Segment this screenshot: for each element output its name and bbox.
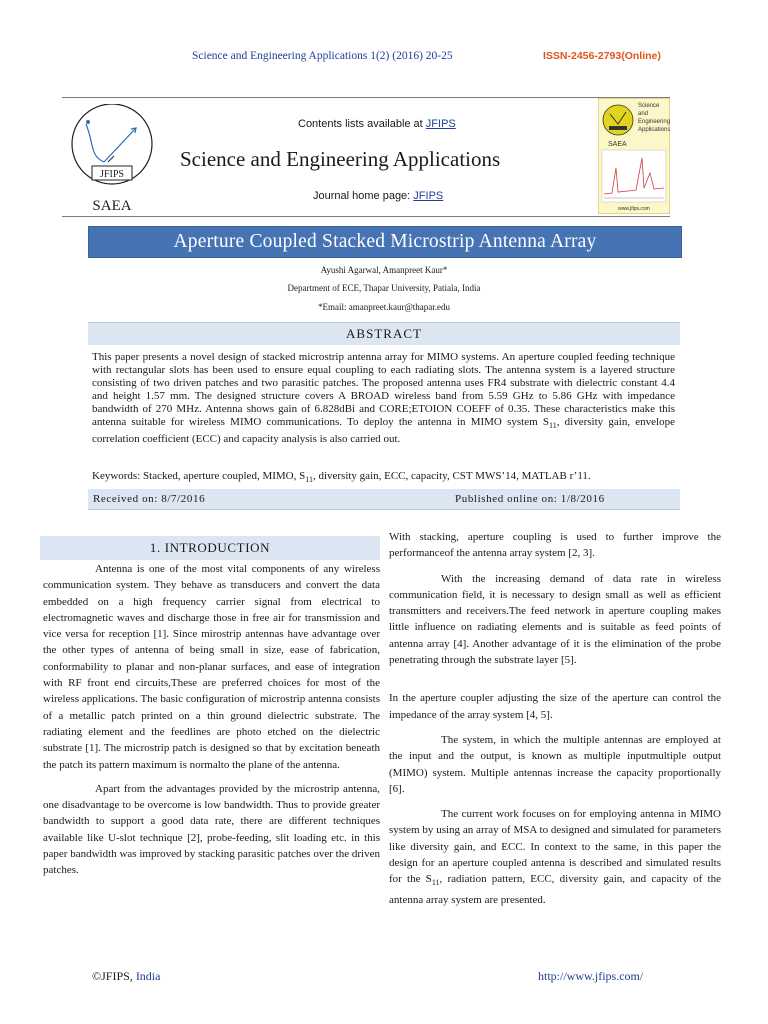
intro-paragraph-2: Apart from the advantages provided by the microstrip antenna, one disadvantage to be overcome is low bandwidth. Thus to provide greater bandwidth to support a good data rate, there are different techniques available like U-slot technique [2], probe-feeding, slit loading etc. in this paper bandwidth was improved by stacking parasitic patches over the driven patches. bbox=[43, 782, 380, 877]
keywords: Keywords: Stacked, aperture coupled, MIMO, $S_{11}$, diversity gain, ECC, capacity, CST MWS’14, MATLAB r’11. bbox=[92, 470, 591, 485]
homepage-jfips-link[interactable]: JFIPS bbox=[413, 190, 444, 202]
contents-jfips-link[interactable]: JFIPS bbox=[425, 118, 456, 130]
authors: Ayushi Agarwal, Amanpreet Kaur* bbox=[320, 265, 448, 275]
right-logo-caption: SAEA bbox=[608, 141, 627, 148]
right-logo-url: www.jfips.com bbox=[618, 206, 650, 212]
abstract-heading: ABSTRACT bbox=[88, 322, 680, 345]
footer-country: India bbox=[135, 969, 161, 983]
received-date: Received on: 8/7/2016 bbox=[93, 493, 206, 505]
intro-paragraph-1: Antenna is one of the most vital components of any wireless communication system. They behave as transducers and convert the data embedded on a high frequency carrier signal from electrical to electromagnetic waves and discharge those in free air for transmission and vice versa for reception [1]. Since mirostrip antennas have advantage over the other types of antenna of being small in size, ease of fabrication, conformability to planar and non-planar surfaces, and ease of integration with RF front end circuits,These are preferred choices for most of the wireless applications. The basic configuration of microstrip antenna consists of a metallic patch printed on a thin ground dielectric substrate. The radiating element and the feedlines are photo etched on the dielectric substrate [1]. The microstrip patch is designed so that by excitation beneath the patch its pattern maximum is normalto the plane of the antenna. bbox=[43, 563, 380, 771]
jfips-logo-icon bbox=[64, 104, 160, 212]
intro-paragraph-7: The current work focuses on for employing antenna in MIMO system by using an array of MSA to designed and simulated for parameters like diversity gain, and ECC. In context to the same, in this paper the design for an aperture coupled antenna is described and simulated results for the $S_{11}$, radiation pattern, ECC, diversity gain, and capacity of the antenna array system are presented. bbox=[389, 808, 721, 906]
homepage-prefix: Journal home page: bbox=[313, 190, 414, 202]
published-date: Published online on: 1/8/2016 bbox=[455, 493, 605, 505]
intro-paragraph-3: With stacking, aperture coupling is used to further improve the performanceof the antenna array system [2, 3]. bbox=[389, 531, 721, 560]
right-column bbox=[389, 529, 721, 917]
dates-bar bbox=[88, 489, 680, 510]
introduction-heading: 1. INTRODUCTION bbox=[40, 536, 380, 560]
right-logo-line-1: Science bbox=[638, 103, 660, 109]
right-logo-line-4: Applications bbox=[638, 127, 670, 133]
contents-line bbox=[298, 118, 456, 130]
left-column bbox=[43, 561, 380, 887]
intro-paragraph-6: The system, in which the multiple antennas are employed at the input and the output, is known as multiple inputmultiple output (MIMO) system. Multiple antennas increase the capacity proportionally [6]. bbox=[389, 733, 721, 795]
issn-label: ISSN-2456-2793(Online) bbox=[543, 50, 661, 62]
homepage-line bbox=[313, 190, 443, 202]
left-logo-caption: SAEA bbox=[92, 198, 132, 212]
right-logo-line-3: Engineering bbox=[638, 119, 670, 125]
journal-title: Science and Engineering Applications bbox=[180, 147, 501, 171]
intro-paragraph-5: In the aperture coupler adjusting the size of the aperture can control the impedance of the array system [4, 5]. bbox=[389, 692, 721, 721]
journal-reference: Science and Engineering Applications 1(2) (2016) 20-25 bbox=[192, 50, 453, 62]
intro-paragraph-4: With the increasing demand of data rate in wireless communication field, it is necessary to design small as well as efficient transmitters and receivers.The feed network in aperture coupling makes little influence on radiating elements and is suitable as feed points of antenna array [4]. Another advantage of it is the elimination of the probe penetrating through the substrate layer [5]. bbox=[389, 572, 721, 667]
right-logo-line-2: and bbox=[638, 111, 649, 117]
footer-copyright: ©JFIPS, India bbox=[92, 969, 161, 983]
article-title: Aperture Coupled Stacked Microstrip Antenna Array bbox=[88, 226, 682, 258]
left-logo-text: JFIPS bbox=[100, 169, 124, 180]
saea-cover-image bbox=[598, 98, 670, 214]
journal-masthead bbox=[62, 97, 670, 217]
affiliation: Department of ECE, Thapar University, Patiala, India bbox=[287, 283, 481, 293]
contents-prefix: Contents lists available at bbox=[298, 118, 426, 130]
abstract-text: This paper presents a novel design of stacked microstrip antenna array for MIMO systems. An aperture coupled feeding technique with rectangular slots has been used to ensure equal coupling to each radiating slots. The antenna system is a layered structure consisting of two driven patches and two parasitic patches. The proposed antenna uses FR4 substrate with dielectric constant 4.4 and height 1.57 mm. The designed structure covers A BROAD wireless band from 5.59 GHz to 5.86 GHz with impedance bandwidth of 270 MHz. Antenna shows gain of 6.828dBi and CORE;ETOION COEFF of 0.35. These characteristics make this antenna suitable for wireless MIMO communications. To deploy the antenna in MIMO system $S_{11}$, diversity gain, envelope correlation coefficient (ECC) and capacity analysis is also carried out. bbox=[92, 351, 675, 445]
corresponding-email: *Email: amanpreet.kaur@thapar.edu bbox=[318, 302, 450, 312]
footer-url-link[interactable]: http://www.jfips.com/ bbox=[538, 969, 644, 983]
running-head bbox=[0, 50, 768, 68]
